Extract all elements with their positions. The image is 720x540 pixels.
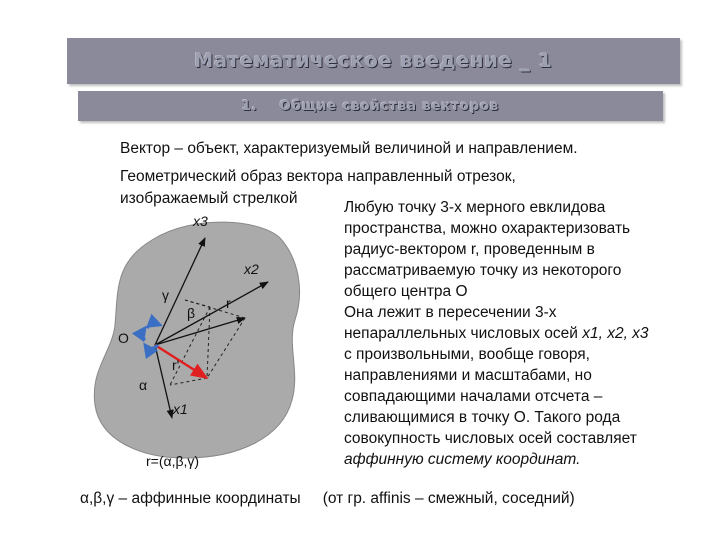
subtitle-number: 1. xyxy=(241,98,258,114)
footer-text xyxy=(80,490,575,508)
description-line-axes xyxy=(344,323,649,344)
label-alpha: α xyxy=(139,377,148,393)
label-r: r xyxy=(226,295,231,311)
subtitle-text: Общие свойства векторов xyxy=(279,98,500,114)
description-line-italic: аффинную систему координат. xyxy=(344,451,581,468)
axes-names: x1, x2, x3 xyxy=(582,325,649,342)
description-line: пространства, можно охарактеризовать xyxy=(344,220,631,237)
geometric-line-1: Геометрический образ вектора направленный отрезок, xyxy=(120,168,516,185)
label-gamma: γ xyxy=(162,287,169,303)
description-line: Она лежит в пересечении 3-х xyxy=(344,304,557,321)
label-x1: x1 xyxy=(173,401,188,417)
label-x3: x3 xyxy=(193,213,208,229)
slide-title: Математическое введение _ 1 xyxy=(194,50,553,72)
description-line: общего центра О xyxy=(344,283,468,300)
geometric-line-2: изображаемый стрелкой xyxy=(120,190,298,207)
label-formula: r=(α,β,γ) xyxy=(146,453,200,469)
definition-text: Вектор – объект, характеризуемый величиной и направлением. xyxy=(120,140,578,157)
description-line: радиус-вектором r, проведенным в xyxy=(344,241,595,258)
affine-coords-label: α,β,γ – аффинные координаты xyxy=(80,490,301,507)
description-line-7: непараллельных числовых осей xyxy=(344,325,583,342)
description-block xyxy=(344,197,649,470)
etymology-note: (от гр. affinis – смежный, соседний) xyxy=(322,490,575,507)
label-origin: О xyxy=(118,330,129,346)
label-beta: β xyxy=(187,305,196,321)
description-line: с произвольными, вообще говоря, xyxy=(344,346,590,363)
description-line: рассматриваемую точку из некоторого xyxy=(344,262,622,279)
description-line: совпадающими началами отсчета – xyxy=(344,388,603,405)
description-line: Любую точку 3-х мерного евклидова xyxy=(344,199,606,216)
label-r-prime: r' xyxy=(172,357,180,373)
description-line: совокупность числовых осей составляет xyxy=(344,430,637,447)
label-x2: x2 xyxy=(244,261,259,277)
description-line: направлениями и масштабами, но xyxy=(344,367,592,384)
description-line: сливающимися в точку О. Такого рода xyxy=(344,409,621,426)
